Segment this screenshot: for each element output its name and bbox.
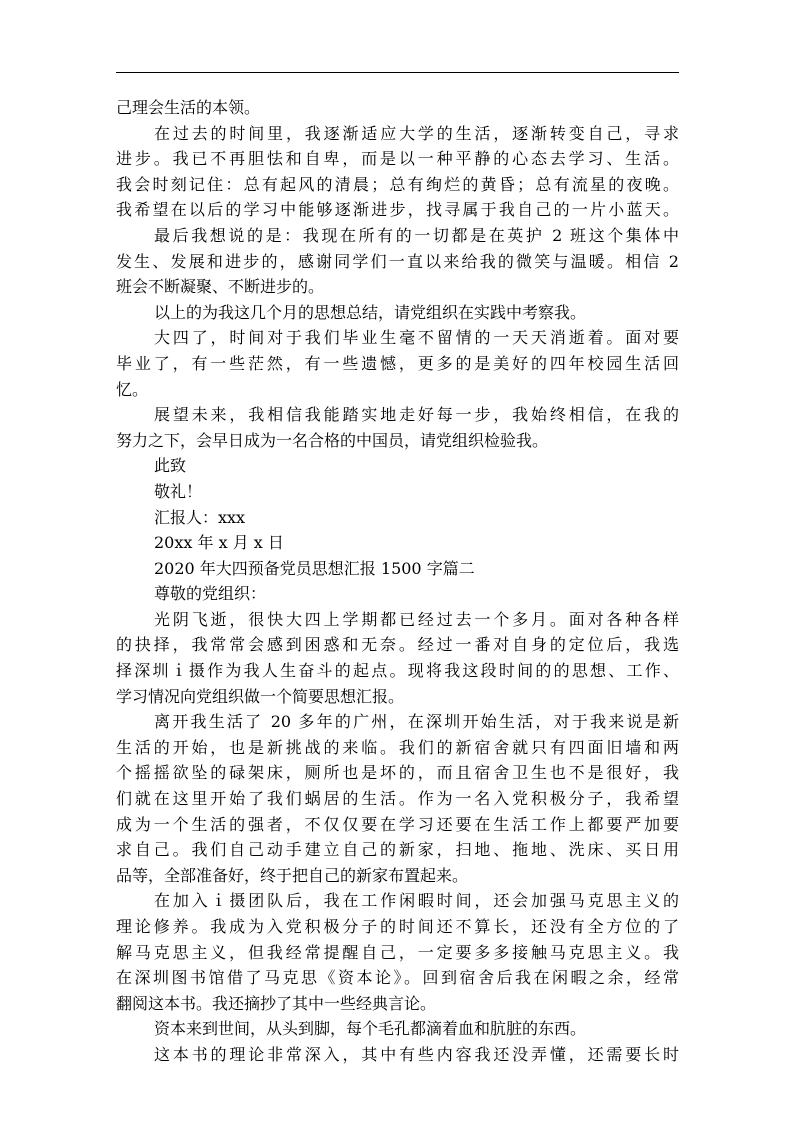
- text-line: 个摇摇欲坠的碌架床，厕所也是坏的，而且宿舍卫生也不是很好，我: [116, 763, 679, 783]
- text-line: 离开我生活了 20 多年的广州，在深圳开始生活，对于我来说是新: [154, 712, 679, 732]
- text-line: 在深圳图书馆借了马克思《资本论》。回到宿舍后我在闲暇之余，经常: [116, 968, 679, 988]
- text-line: 忆。: [116, 379, 149, 399]
- text-line: 敬礼！: [154, 481, 203, 501]
- text-line: 我希望在以后的学习中能够逐渐进步，找寻属于我自己的一片小蓝天。: [116, 200, 679, 220]
- text-line: 解马克思主义，但我经常提醒自己，一定要多多接触马克思主义。我: [116, 942, 679, 962]
- text-line: 发生、发展和进步的，感谢同学们一直以来给我的微笑与温暖。相信 2: [116, 251, 679, 271]
- text-line: 理论修养。我成为入党积极分子的时间还不算长，还没有全方位的了: [116, 917, 679, 936]
- text-line: 己理会生活的本领。: [116, 98, 261, 117]
- text-line: 学习情况向党组织做一个简要思想汇报。: [116, 686, 405, 706]
- text-line: 翻阅这本书。我还摘抄了其中一些经典言论。: [116, 993, 437, 1013]
- text-line: 毕业了，有一些茫然，有一些遗憾，更多的是美好的四年校园生活回: [116, 353, 679, 373]
- text-line: 此致: [154, 456, 187, 476]
- text-line: 进步。我已不再胆怯和自卑，而是以一种平静的心态去学习、生活。: [116, 149, 679, 169]
- document-body: [116, 95, 679, 1068]
- text-line: 求自己。我们自己动手建立自己的新家，扫地、拖地、洗床、买日用: [116, 840, 679, 860]
- text-line: 在加入ｉ摄团队后，我在工作闲暇时间，还会加强马克思主义的: [154, 891, 679, 911]
- header-rule: [116, 72, 679, 73]
- text-line: 最后我想说的是：我现在所有的一切都是在英护 2 班这个集体中: [154, 225, 679, 245]
- text-line: 光阴飞逝，很快大四上学期都已经过去一个多月。面对各种各样: [154, 609, 679, 629]
- text-line: 汇报人：xxx: [154, 507, 246, 527]
- text-line: 班会不断凝聚、不断进步的。: [116, 277, 325, 297]
- text-line: 努力之下，会早日成为一名合格的中国员，请党组织检验我。: [116, 430, 549, 450]
- text-line: 我会时刻记住：总有起风的清晨；总有绚烂的黄昏；总有流星的夜晚。: [116, 174, 679, 194]
- text-line: 大四了，时间对于我们毕业生毫不留情的一天天消逝着。面对要: [154, 328, 679, 348]
- text-line: 以上的为我这几个月的思想总结，请党组织在实践中考察我。: [154, 302, 587, 322]
- text-line: 的抉择，我常常会感到困惑和无奈。经过一番对自身的定位后，我选: [116, 635, 679, 655]
- text-line: 展望未来，我相信我能踏实地走好每一步，我始终相信，在我的: [154, 405, 679, 425]
- text-line: 2020 年大四预备党员思想汇报 1500 字篇二: [154, 558, 475, 578]
- text-line: 在过去的时间里，我逐渐适应大学的生活，逐渐转变自己，寻求: [154, 123, 679, 143]
- text-line: 们就在这里开始了我们蜗居的生活。作为一名入党积极分子，我希望: [116, 789, 679, 809]
- text-line: 成为一个生活的强者，不仅仅要在学习还要在生活工作上都要严加要: [116, 814, 679, 834]
- text-line: 资本来到世间，从头到脚，每个毛孔都滴着血和肮脏的东西。: [154, 1019, 587, 1039]
- text-line: 尊敬的党组织：: [154, 584, 267, 604]
- text-line: 择深圳ｉ摄作为我人生奋斗的起点。现将我这段时间的的思想、工作、: [116, 661, 679, 681]
- text-line: 生活的开始，也是新挑战的来临。我们的新宿舍就只有四面旧墙和两: [116, 737, 679, 757]
- text-line: 这本书的理论非常深入，其中有些内容我还没弄懂，还需要长时: [154, 1044, 679, 1064]
- text-line: 20xx 年 x 月 x 日: [154, 533, 284, 553]
- text-line: 品等，全部准备好，终于把自己的新家布置起来。: [116, 865, 469, 885]
